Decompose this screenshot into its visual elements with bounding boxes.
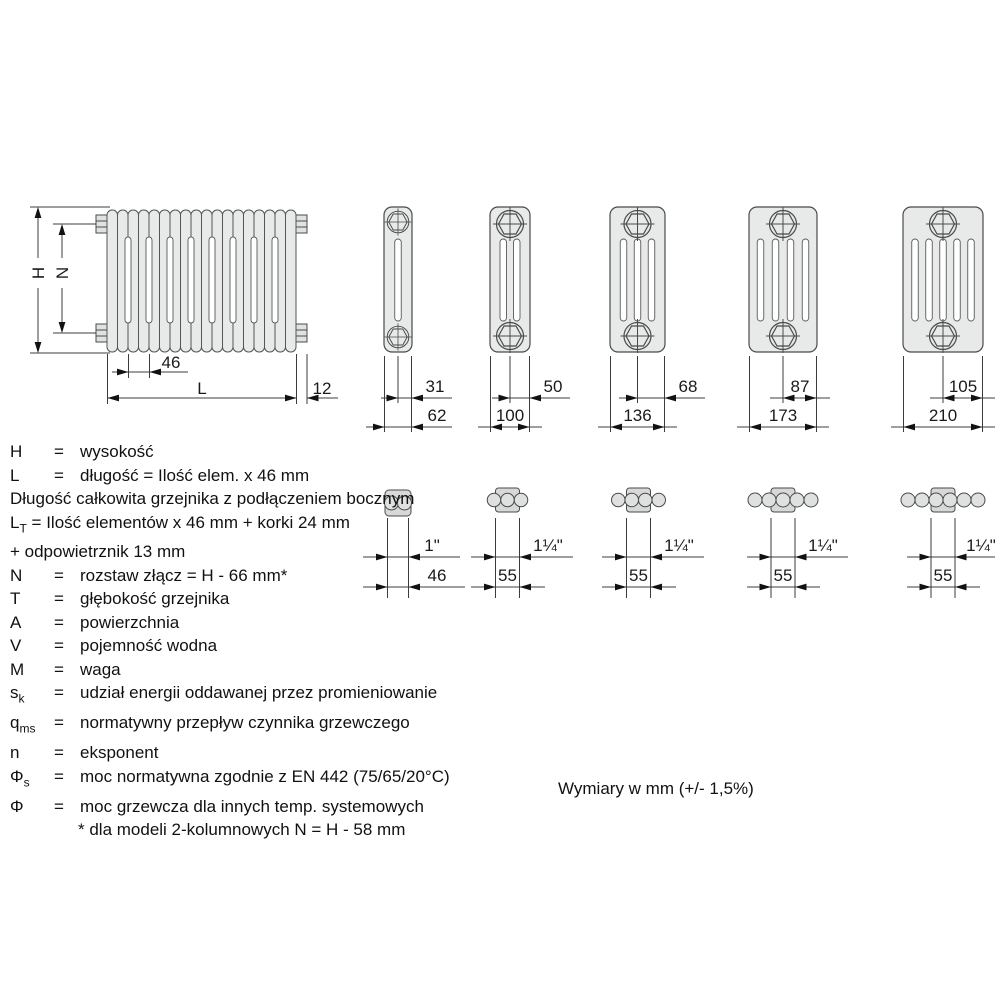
legend [10,440,450,842]
legend-row-sk: $s_k$ = udział energii oddawanej przez promieniowanie [10,683,438,706]
legend-row-N: N = rozstaw złącz = H - 66 mm* [10,565,288,585]
cross-section-4col [598,207,705,432]
dim-label-46: 46 [161,353,181,372]
legend-row-V: V = pojemność wodna [10,636,218,656]
top-view-3col [471,488,573,598]
dim-label-55-depth: 55 [933,566,953,585]
top-view-5col [747,488,848,598]
dim-label-N: N [53,266,72,280]
legend-row-phi-s: $\Phi_s$ = moc normatywna zgodnie z EN 442 (75/65/20°C) [10,766,450,790]
dim-label-136: 136 [623,406,652,425]
cross-section-3col [478,207,570,432]
legend-row-total-length: Długość całkowita grzejnika z podłączeniem bocznym [10,489,415,508]
dim-label-1quarter-inch: 1¼" [664,536,694,555]
dimensions-tolerance-note: Wymiary w mm (+/- 1,5%) [558,779,754,798]
length-arrows [108,369,319,402]
dim-label-1inch: 1" [424,536,440,555]
dim-label-173: 173 [768,406,798,425]
legend-row-T: T = głębokość grzejnika [10,589,230,609]
legend-row-n: n = eksponent [10,743,159,763]
dim-label-62: 62 [427,406,447,425]
dim-label-87: 87 [790,377,810,396]
top-view-4col [602,488,704,598]
legend-row-H: H = wysokość [10,440,362,464]
legend-footnote: * dla modeli 2-kolumnowych N = H - 58 mm [78,820,406,840]
dim-label-1quarter-inch: 1¼" [533,536,563,555]
length-dimensions [108,354,339,404]
legend-desc: wysokość [80,442,154,461]
dim-label-1quarter-inch: 1¼" [808,536,838,555]
dim-label-210: 210 [928,406,958,425]
legend-row-A: A = powierzchnia [10,612,180,632]
cross-section-6col [891,207,995,432]
legend-row-vent: + odpowietrznik 13 mm [10,542,186,562]
dim-label-105: 105 [948,377,978,396]
cross-section-2col [366,207,452,432]
dim-label-55-depth: 55 [498,566,517,585]
legend-row-qms: $q_{ms}$ = normatywny przepływ czynnika grzewczego [10,713,410,736]
dim-label-46-depth: 46 [427,566,447,585]
dim-label-55-depth: 55 [629,566,648,585]
legend-row-L: L = długość = Ilość elem. x 46 mm [10,465,310,485]
dim-label-68: 68 [678,377,698,396]
dim-label-55-depth: 55 [773,566,793,585]
legend-row-LT: $L_T$ = Ilość elementów x 46 mm + korki 24 mm [10,512,350,535]
radiator-front-view [29,207,338,404]
legend-row-phi: Φ = moc grzewcza dla innych temp. systemowych [10,796,424,816]
dim-label-L: L [197,379,207,398]
dim-label-50: 50 [543,377,563,396]
radiator-tubes [107,210,296,352]
legend-symbol: H [10,442,23,461]
dim-label-100: 100 [495,406,525,425]
cross-section-5col [737,207,830,432]
dim-label-1quarter-inch: 1¼" [966,536,996,555]
dim-label-H: H [29,266,48,280]
top-view-6col [901,488,996,598]
legend-row-M: M = waga [10,659,121,679]
dim-label-12: 12 [312,379,332,398]
dim-label-31: 31 [425,377,445,396]
